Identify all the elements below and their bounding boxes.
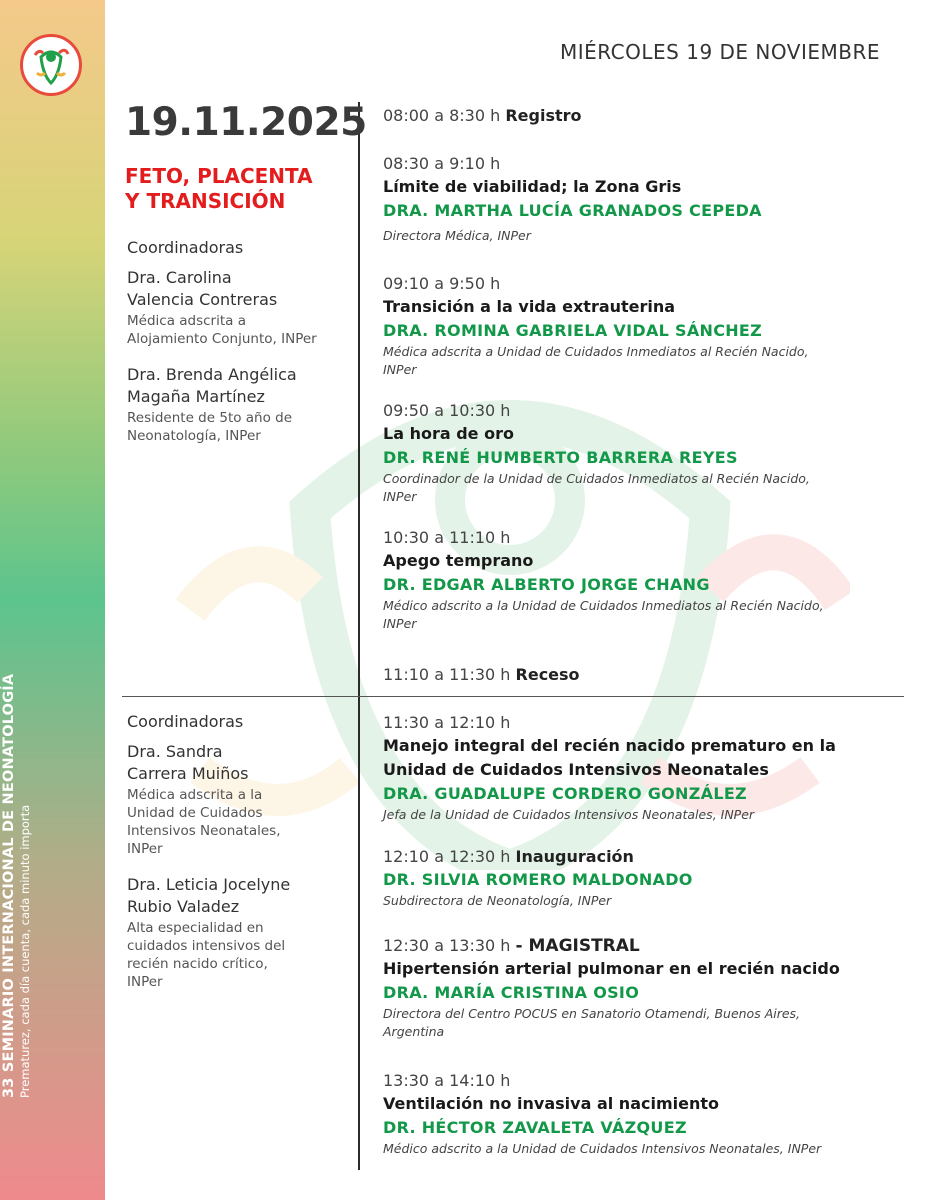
coordinator-name: Rubio Valadez <box>127 897 240 916</box>
speaker-affiliation: INPer <box>383 616 417 631</box>
vertical-divider <box>358 102 360 1170</box>
session-tag: - MAGISTRAL <box>515 936 640 956</box>
speaker-affiliation: Médico adscrito a la Unidad de Cuidados Intensivos Neonatales, INPer <box>383 1141 822 1156</box>
time-range: 13:30 a 14:10 h <box>383 1071 511 1090</box>
schedule-item <box>383 400 883 506</box>
coordinator-role-line: Alojamiento Conjunto, INPer <box>127 331 317 347</box>
coordinator-role-line: INPer <box>127 974 163 990</box>
section-title-line: FETO, PLACENTA <box>125 164 313 188</box>
speaker-name: DR. SILVIA ROMERO MALDONADO <box>383 870 693 889</box>
speaker-affiliation: Directora Médica, INPer <box>383 228 531 243</box>
coordinator-name: Dra. Sandra <box>127 742 223 761</box>
baby-logo-icon <box>23 37 79 93</box>
coordinator-role <box>127 786 352 858</box>
speaker-affiliation: Argentina <box>383 1024 445 1039</box>
coordinators-block-2 <box>127 712 352 991</box>
time-range: 10:30 a 11:10 h <box>383 528 511 547</box>
speaker-name: DR. RENÉ HUMBERTO BARRERA REYES <box>383 448 738 467</box>
session-tag: Inauguración <box>515 847 634 866</box>
speaker-affiliation: Directora del Centro POCUS en Sanatorio Otamendi, Buenos Aires, <box>383 1006 801 1021</box>
talk-title: La hora de oro <box>383 424 514 443</box>
coordinator-role-line: recién nacido crítico, <box>127 956 268 972</box>
time-range: 08:30 a 9:10 h <box>383 154 501 173</box>
sidebar-vertical-text <box>0 673 105 1150</box>
schedule-item <box>383 846 883 910</box>
time-line <box>383 935 883 957</box>
speaker-affiliation: INPer <box>383 489 417 504</box>
speaker-name: DRA. MARÍA CRISTINA OSIO <box>383 983 640 1002</box>
coordinator-role <box>127 919 352 991</box>
speaker-name: DRA. MARTHA LUCÍA GRANADOS CEPEDA <box>383 201 762 220</box>
talk-title: Unidad de Cuidados Intensivos Neonatales <box>383 760 769 779</box>
coordinator-role-line: Neonatología, INPer <box>127 428 261 444</box>
speaker-affiliation: Médica adscrita a Unidad de Cuidados Inmediatos al Recién Nacido, <box>383 344 809 359</box>
schedule-item <box>383 712 883 824</box>
section-title-line: Y TRANSICIÓN <box>125 189 286 213</box>
coordinator-entry <box>127 267 352 348</box>
session-tag: Receso <box>515 665 580 684</box>
speaker-affiliation: Subdirectora de Neonatología, INPer <box>383 893 612 908</box>
schedule-item <box>383 664 883 686</box>
coordinator-name: Dra. Leticia Jocelyne <box>127 875 291 894</box>
time-range: 11:10 a 11:30 h <box>383 665 511 684</box>
section-title <box>125 164 355 214</box>
coordinators-block-1 <box>127 238 352 445</box>
talk-title: Transición a la vida extrauterina <box>383 297 676 316</box>
seminar-title: 33 SEMINARIO INTERNACIONAL DE NEONATOLOGÍA <box>1 673 17 1098</box>
coordinator-role-line: Médica adscrita a <box>127 313 246 329</box>
speaker-name: DRA. GUADALUPE CORDERO GONZÁLEZ <box>383 784 747 803</box>
speaker-affiliation: Jefa de la Unidad de Cuidados Intensivos Neonatales, INPer <box>383 807 755 822</box>
coordinator-role-line: Médica adscrita a la <box>127 787 263 803</box>
speaker-affiliation: Médico adscrito a la Unidad de Cuidados Inmediatos al Recién Nacido, <box>383 598 824 613</box>
schedule-item <box>383 273 883 379</box>
coordinator-role-line: Alta especialidad en <box>127 920 264 936</box>
coordinator-entry <box>127 741 352 858</box>
coordinator-name: Dra. Brenda Angélica <box>127 365 297 384</box>
schedule-item <box>383 153 883 245</box>
coordinator-name: Magaña Martínez <box>127 387 265 406</box>
speaker-name: DR. HÉCTOR ZAVALETA VÁZQUEZ <box>383 1118 687 1137</box>
coordinator-role-line: Intensivos Neonatales, <box>127 823 281 839</box>
time-line <box>383 105 883 127</box>
coordinators-label: Coordinadoras <box>127 712 244 731</box>
time-line <box>383 846 883 868</box>
seminar-slogan: Prematurez, cada día cuenta, cada minuto importa <box>18 804 32 1098</box>
speaker-affiliation: Coordinador de la Unidad de Cuidados Inmediatos al Recién Nacido, <box>383 471 810 486</box>
coordinator-role-line: cuidados intensivos del <box>127 938 286 954</box>
time-range: 12:30 a 13:30 h <box>383 936 511 955</box>
time-range: 11:30 a 12:10 h <box>383 713 511 732</box>
session-tag: Registro <box>505 106 582 125</box>
coordinator-entry <box>127 364 352 445</box>
coordinator-name: Carrera Muiños <box>127 764 249 783</box>
time-range: 09:50 a 10:30 h <box>383 401 511 420</box>
coordinator-role-line: INPer <box>127 841 163 857</box>
sidebar-band <box>0 0 105 1200</box>
talk-title: Apego temprano <box>383 551 534 570</box>
day-header: MIÉRCOLES 19 DE NOVIEMBRE <box>559 40 880 64</box>
schedule-item <box>383 105 883 127</box>
schedule-item <box>383 527 883 633</box>
talk-title: Límite de viabilidad; la Zona Gris <box>383 177 682 196</box>
speaker-affiliation: INPer <box>383 362 417 377</box>
coordinator-role <box>127 409 352 445</box>
talk-title: Hipertensión arterial pulmonar en el recién nacido <box>383 959 840 978</box>
schedule-item <box>383 1070 883 1158</box>
coordinator-entry <box>127 874 352 991</box>
speaker-name: DRA. ROMINA GABRIELA VIDAL SÁNCHEZ <box>383 321 763 340</box>
coordinators-label: Coordinadoras <box>127 238 244 257</box>
coordinator-role-line: Residente de 5to año de <box>127 410 293 426</box>
coordinator-role <box>127 312 352 348</box>
seminar-logo <box>20 34 82 96</box>
horizontal-divider <box>122 696 904 697</box>
time-range: 08:00 a 8:30 h <box>383 106 501 125</box>
time-range: 12:10 a 12:30 h <box>383 847 511 866</box>
talk-title: Ventilación no invasiva al nacimiento <box>383 1094 719 1113</box>
coordinator-name: Dra. Carolina <box>127 268 232 287</box>
time-range: 09:10 a 9:50 h <box>383 274 501 293</box>
coordinator-role-line: Unidad de Cuidados <box>127 805 263 821</box>
speaker-name: DR. EDGAR ALBERTO JORGE CHANG <box>383 575 710 594</box>
time-line <box>383 664 883 686</box>
schedule-item <box>383 935 883 1041</box>
talk-title: Manejo integral del recién nacido prematuro en la <box>383 736 836 755</box>
event-date: 19.11.2025 <box>125 100 367 145</box>
coordinator-name: Valencia Contreras <box>127 290 278 309</box>
